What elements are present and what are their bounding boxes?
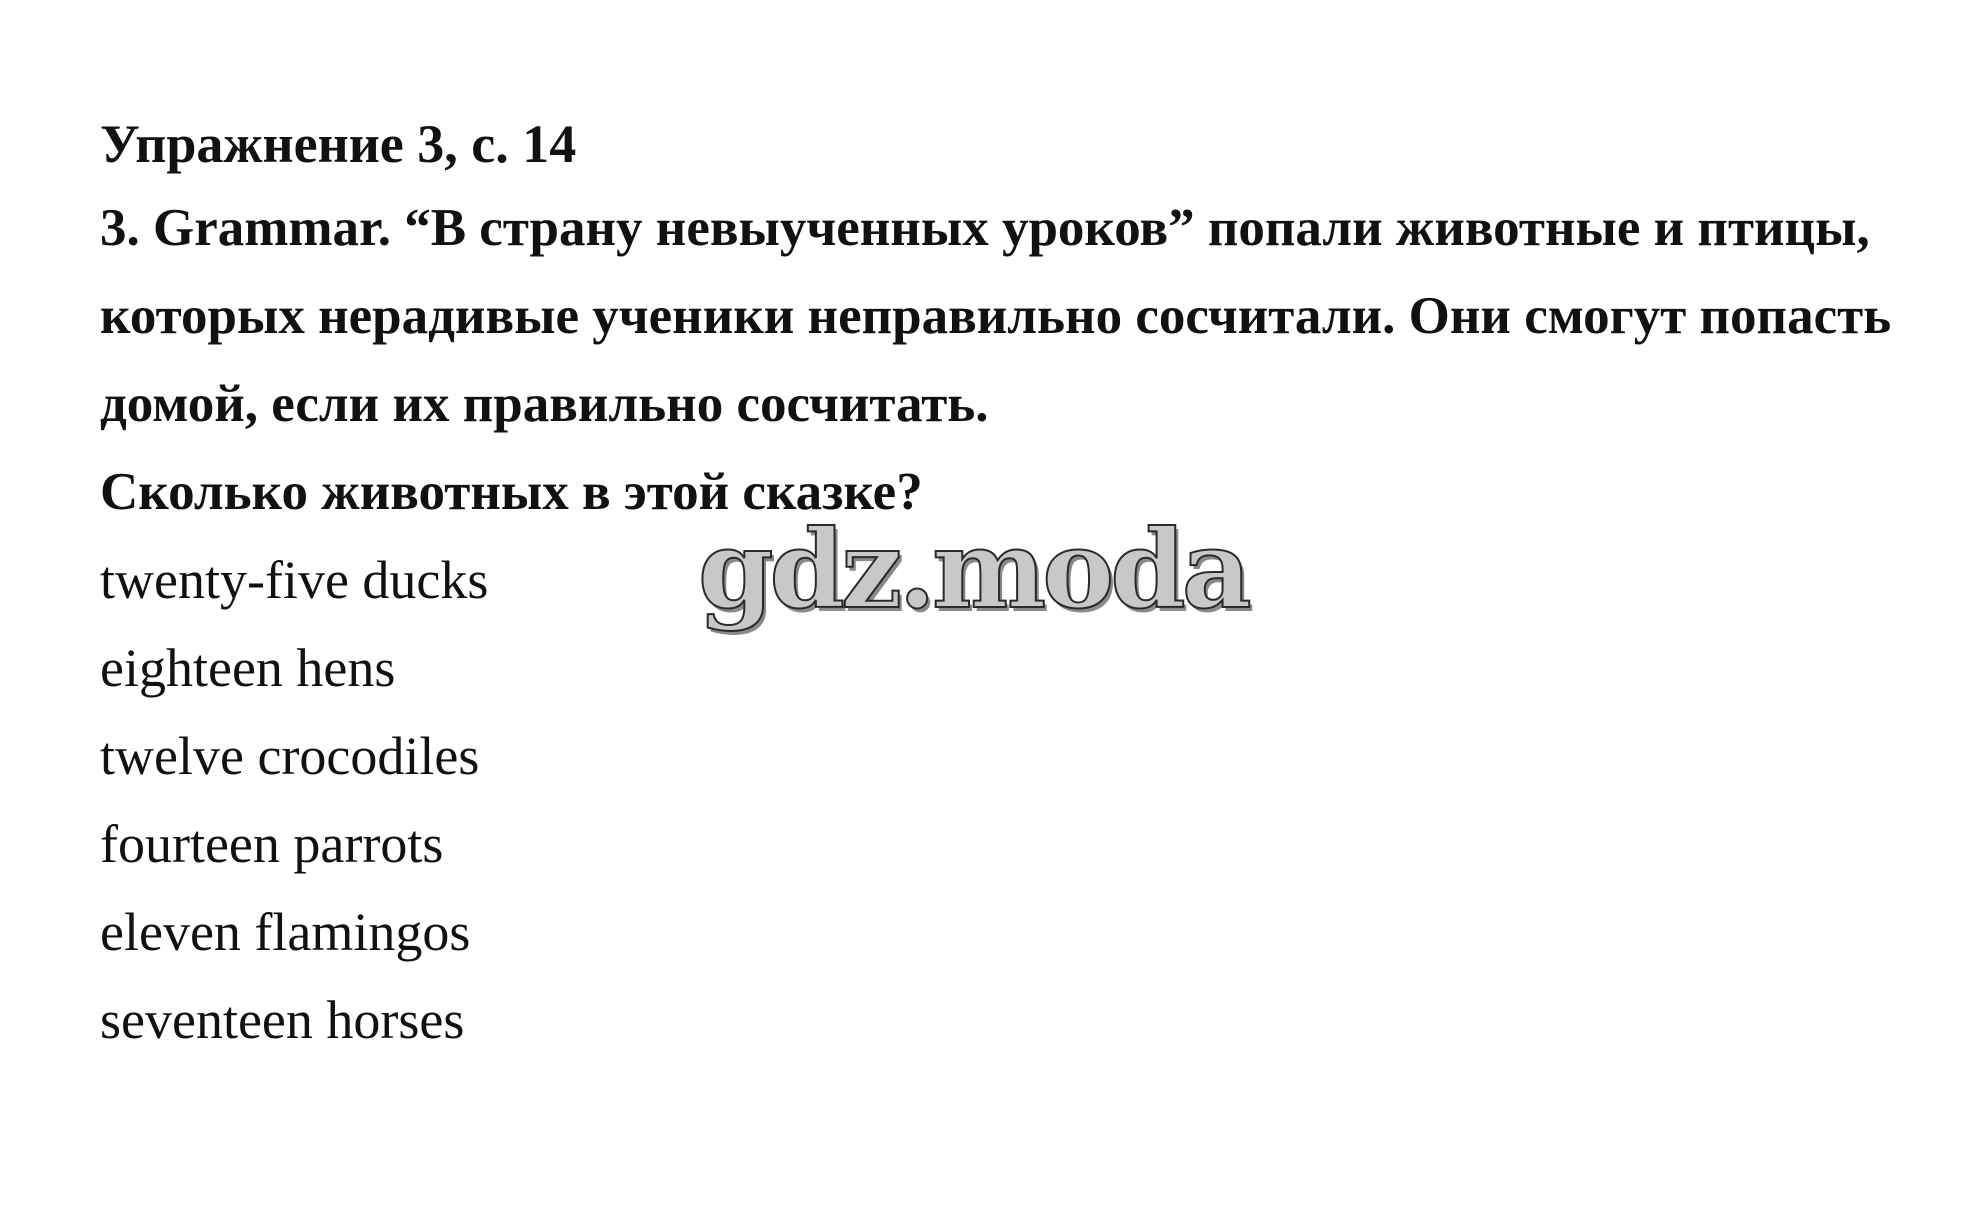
answer-item: twelve crocodiles xyxy=(100,726,480,786)
answer-item: twenty-five ducks xyxy=(100,550,489,610)
task-text: 3. Grammar. “В страну невыученных уроков” попали животные и птицы, которых нерадивые ученики неправильно сосчитали. Они смогут попасть домой, если их правильно сосчитать. xyxy=(100,199,1892,433)
exercise-title: Упражнение 3, с. 14 xyxy=(100,114,577,174)
watermark-logo: gdz.moda xyxy=(698,507,1248,633)
answer-item: fourteen parrots xyxy=(100,814,444,874)
answer-item: eighteen hens xyxy=(100,638,396,698)
answer-item: seventeen horses xyxy=(100,990,465,1050)
question-text: Сколько животных в этой сказке? xyxy=(100,463,923,521)
answer-item: eleven flamingos xyxy=(100,902,471,962)
